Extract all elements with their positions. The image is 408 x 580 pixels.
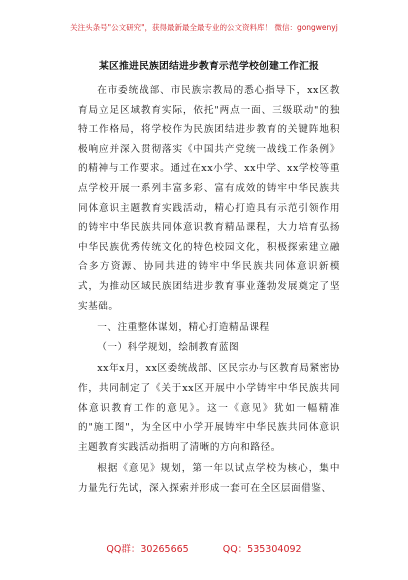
intro-paragraph: 在市委统战部、市民族宗教局的悉心指导下，xx区教育局立足区域教育实际，依托"两点一面、三级联动"的独特工作格局，将学校作为民族团结进步教育的关键阵地积极响应并深入贯彻落实《中国共产党统一战线工作条例》的精神与工作要求。通过在xx小学、xx中学、xx学校等重点学校开展一系列丰富多彩、富有成效的铸牢中华民族共同体意识主题教育实践活动，精心打造具有示范引领作用的铸牢中华民族共同体意识教育精品课程，大力培育弘扬中华民族优秀传统文化的特色校园文化，积极探索建立融合多方资源、协同共进的铸牢中华民族共同体意识新模式，为推动区域民族团结进步教育事业蓬勃发展奠定了坚实基础。 xyxy=(78,85,340,312)
section-heading: 一、注重整体谋划，精心打造精品课程 xyxy=(97,322,270,334)
body-paragraph: xx年x月，xx区委统战部、区民宗办与区教育局紧密协作，共同制定了《关于xx区开展中小学铸牢中华民族共同体意识教育工作的意见》。这一《意见》犹如一幅精准的"施工图"，为全区中小学开展铸牢中华民族共同体意识主题教育实践活动指明了清晰的方向和路径。 xyxy=(78,363,341,453)
footer-contact xyxy=(0,541,408,555)
qq-group-label: QQ群：30265665 xyxy=(106,544,189,555)
subsection-heading: （一）科学规划，绘制教育蓝图 xyxy=(97,341,240,353)
header-banner: 关注头条号"公文研究"，获得最新最全最专业的公文资料库！ 微信：gongwenyj xyxy=(70,23,338,32)
document-body xyxy=(78,58,340,498)
body-paragraph: 根据《意见》规划，第一年以试点学校为核心，集中力量先行先试，深入探索并形成一套可在全区层面借鉴、 xyxy=(78,463,340,494)
document-title: 某区推进民族团结进步教育示范学校创建工作汇报 xyxy=(99,61,319,72)
qq-contact-label: QQ：535304092 xyxy=(222,544,302,555)
